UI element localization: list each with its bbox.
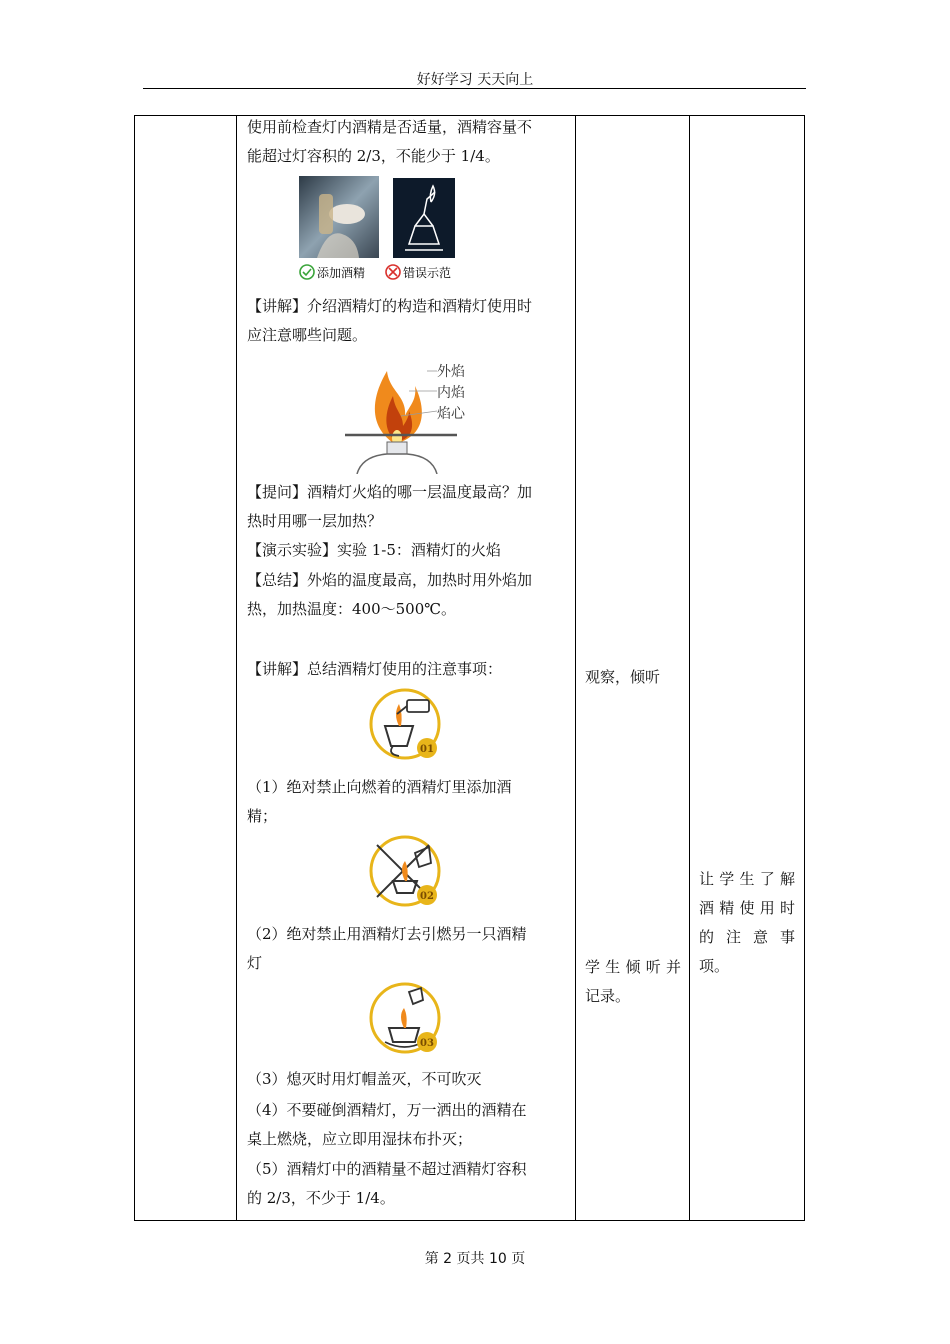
- student-listen-line2: 记录。: [585, 987, 631, 1005]
- rule3-icon: [363, 980, 447, 1060]
- page-footer: 第 2 页共 10 页: [424, 1251, 526, 1267]
- paragraph: 应注意哪些问题。: [247, 326, 368, 344]
- page-header: 好好学习 天天向上: [416, 72, 534, 88]
- badge-text: 01: [420, 744, 434, 755]
- badge-text: 02: [420, 891, 434, 902]
- paragraph: 热，加热温度：400～500℃。: [247, 600, 457, 618]
- teacher-activity-cell: [237, 116, 576, 1221]
- rule-item: （2）绝对禁止用酒精灯去引燃另一只酒精: [247, 925, 527, 943]
- paragraph: 【演示实验】实验 1-5：酒精灯的火焰: [247, 541, 501, 559]
- badge-text: 03: [420, 1038, 434, 1049]
- paragraph: 使用前检查灯内酒精是否适量，酒精容量不: [247, 118, 533, 136]
- paragraph: 热时用哪一层加热？: [247, 512, 383, 530]
- label-outer-flame: 外焰: [437, 364, 465, 380]
- intent-line4: 项。: [699, 957, 730, 975]
- paragraph: 【提问】酒精灯火焰的哪一层温度最高？加: [247, 483, 533, 501]
- label-flame-core: 焰心: [437, 406, 465, 422]
- rule2-icon: [363, 833, 447, 913]
- caption-wrong-demo: 错误示范: [403, 266, 452, 280]
- flame-structure-figure: [337, 356, 487, 474]
- rule-item: 桌上燃烧，应立即用湿抹布扑灭；: [247, 1130, 473, 1148]
- rule-item: （4）不要碰倒酒精灯，万一洒出的酒精在: [247, 1101, 527, 1119]
- stage-cell: [135, 116, 237, 1221]
- design-intent-cell: [690, 116, 805, 1221]
- alcohol-adding-figure: [297, 174, 477, 284]
- caption-add-alcohol: 添加酒精: [317, 266, 366, 280]
- rule-item: 的 2/3，不少于 1/4。: [247, 1189, 395, 1207]
- lamp-body: [357, 454, 437, 474]
- label-inner-flame: 内焰: [437, 385, 465, 401]
- intent-line2: 酒精使用时: [699, 899, 795, 917]
- intent-line1: 让学生了解: [699, 870, 795, 888]
- intent-line3: 的注意事: [699, 928, 795, 946]
- student-activity-cell: [576, 116, 690, 1221]
- rule-item: 精；: [247, 807, 278, 825]
- rule-item: （5）酒精灯中的酒精量不超过酒精灯容积: [247, 1160, 527, 1178]
- check-icon: [300, 265, 314, 279]
- rule-item: 灯: [247, 954, 263, 972]
- wrong-demo-image: [393, 178, 455, 258]
- student-listen-line1: 学生倾听并: [585, 958, 681, 976]
- lesson-table: [134, 115, 805, 1221]
- rule-item: （3）熄灭时用灯帽盖灭，不可吹灭: [247, 1070, 482, 1088]
- rule-item: （1）绝对禁止向燃着的酒精灯里添加酒: [247, 778, 512, 796]
- rule1-icon: [363, 686, 447, 766]
- paragraph: 【讲解】介绍酒精灯的构造和酒精灯使用时: [247, 297, 533, 315]
- header-rule: [143, 88, 806, 89]
- student-observe: 观察，倾听: [585, 668, 661, 686]
- paragraph: 【讲解】总结酒精灯使用的注意事项：: [247, 660, 503, 678]
- paragraph: 【总结】外焰的温度最高，加热时用外焰加: [247, 571, 533, 589]
- paragraph: 能超过灯容积的 2/3，不能少于 1/4。: [247, 147, 500, 165]
